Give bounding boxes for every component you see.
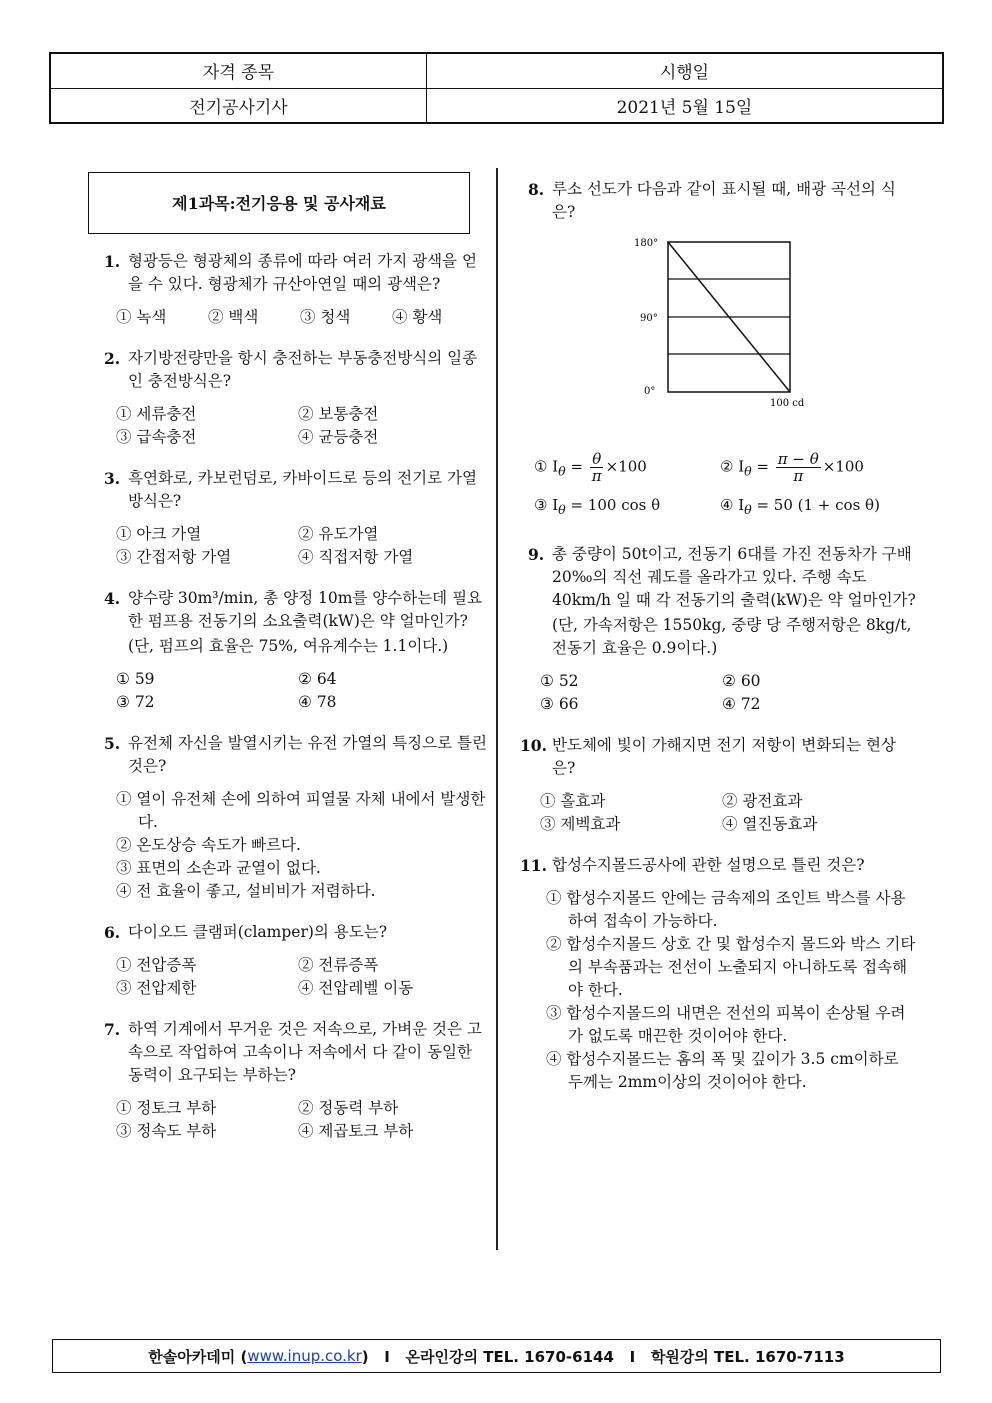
question-stem: 유전체 자신을 발열시키는 유전 가열의 특징으로 틀린 것은? xyxy=(128,734,487,775)
option[interactable]: ③ 표면의 소손과 균열이 없다. xyxy=(116,859,321,877)
footer xyxy=(52,1339,941,1373)
question-stem: 반도체에 빛이 가해지면 전기 저항이 변화되는 현상은? xyxy=(552,736,896,777)
option[interactable]: ④ 78 xyxy=(298,693,337,711)
option[interactable]: ② 정동력 부하 xyxy=(298,1099,399,1117)
footer-website-link[interactable]: www.inup.co.kr xyxy=(247,1347,362,1365)
x-label-right: 100 cd xyxy=(770,398,805,409)
question-3 xyxy=(104,467,488,569)
question-number: 2. xyxy=(104,349,121,368)
option[interactable]: ③ 간접저항 가열 xyxy=(116,548,232,566)
right-column xyxy=(520,168,918,1112)
option[interactable]: ④ 합성수지몰드는 홈의 폭 및 깊이가 3.5 cm이하로 두께는 2mm이상의 것이어야 한다. xyxy=(546,1050,899,1091)
y-label-mid: 90° xyxy=(640,313,658,324)
option[interactable]: ④ 전 효율이 좋고, 설비비가 저렴하다. xyxy=(116,882,376,900)
question-9 xyxy=(528,543,918,716)
question-8 xyxy=(528,178,918,521)
question-stem: 루소 선도가 다음과 같이 표시될 때, 배광 곡선의 식은? xyxy=(552,180,896,221)
option[interactable]: ② 합성수지몰드 상호 간 및 합성수지 몰드와 박스 기타의 부속품과는 전선이 노출되지 아니하도록 접속해야 한다. xyxy=(546,935,916,999)
question-5 xyxy=(104,732,488,903)
option[interactable]: ① 전압증폭 xyxy=(116,956,197,974)
question-6 xyxy=(104,921,488,1000)
option[interactable]: ④ 전압레벨 이동 xyxy=(298,979,414,997)
question-number: 8. xyxy=(528,180,545,199)
question-stem: 형광등은 형광체의 종류에 따라 여러 가지 광색을 얻을 수 있다. 형광체가 규산아연일 때의 광색은? xyxy=(128,252,477,293)
question-7 xyxy=(104,1018,488,1143)
question-number: 5. xyxy=(104,734,121,753)
options xyxy=(104,306,488,329)
option[interactable]: ① 세류충전 xyxy=(116,405,197,423)
footer-contact: ) I 온라인강의 TEL. 1670-6144 I 학원강의 TEL. 1670-7113 xyxy=(361,1347,845,1366)
question-stem: 흑연화로, 카보런덤로, 카바이드로 등의 전기로 가열방식은? xyxy=(128,469,477,510)
option[interactable]: ④ 직접저항 가열 xyxy=(298,548,414,566)
question-1 xyxy=(104,250,488,329)
question-number: 4. xyxy=(104,589,121,608)
question-stem: 총 중량이 50t이고, 전동기 6대를 가진 전동차가 구배 20‰의 직선 궤도를 올라가고 있다. 주행 속도 40km/h 일 때 각 전동기의 출력(kW)은 약 얼마인가? xyxy=(552,545,916,609)
option[interactable]: ② 전류증폭 xyxy=(298,956,379,974)
option[interactable]: ③ 청색 xyxy=(300,308,351,326)
option[interactable]: ④ 72 xyxy=(722,695,761,713)
option[interactable]: ① 59 xyxy=(116,670,155,688)
left-column xyxy=(88,168,488,1161)
question-number: 6. xyxy=(104,923,121,942)
option[interactable]: ③ 72 xyxy=(116,693,155,711)
option[interactable]: ① 합성수지몰드 안에는 금속제의 조인트 박스를 사용하여 접속이 가능하다. xyxy=(546,889,906,930)
rousseau-diagram xyxy=(628,232,828,432)
option[interactable]: ② 60 xyxy=(722,672,761,690)
question-stem: 합성수지몰드공사에 관한 설명으로 틀린 것은? xyxy=(552,856,865,874)
question-number: 3. xyxy=(104,469,121,488)
option[interactable]: ④ 제곱토크 부하 xyxy=(298,1122,414,1140)
question-stem: 다이오드 클램퍼(clamper)의 용도는? xyxy=(128,923,388,941)
option[interactable]: ④ $I_\theta = 50$ (1 + cos θ) xyxy=(720,496,880,517)
question-4 xyxy=(104,587,488,714)
option[interactable]: ③ $I_\theta = 100$ cos θ xyxy=(534,496,661,517)
option[interactable]: ① 녹색 xyxy=(116,308,167,326)
question-11 xyxy=(520,854,918,1094)
option[interactable]: ③ 제벡효과 xyxy=(540,815,621,833)
option[interactable]: ② 광전효과 xyxy=(722,792,803,810)
question-note: (단, 펌프의 효율은 75%, 여유계수는 1.1이다.) xyxy=(128,637,449,655)
option[interactable]: ② 온도상승 속도가 빠르다. xyxy=(116,836,301,854)
header-label-exam-date: 시행일 xyxy=(426,53,943,88)
question-10 xyxy=(520,734,918,836)
option[interactable]: ② 64 xyxy=(298,670,337,688)
options xyxy=(528,451,918,521)
options xyxy=(528,670,918,716)
question-stem: 자기방전량만을 항시 충전하는 부동충전방식의 일종인 충전방식은? xyxy=(128,349,478,390)
options xyxy=(528,790,918,836)
options xyxy=(104,1097,488,1143)
option[interactable]: ③ 66 xyxy=(540,695,579,713)
option[interactable]: ① $I_\theta$ = $\frac{\theta}{\pi}$ ×100 xyxy=(534,450,647,485)
question-number: 10. xyxy=(520,736,547,755)
option[interactable]: ① 홀효과 xyxy=(540,792,606,810)
option[interactable]: ④ 황색 xyxy=(392,308,443,326)
options xyxy=(104,668,488,714)
option[interactable]: ① 정토크 부하 xyxy=(116,1099,217,1117)
options xyxy=(104,403,488,449)
question-stem: 양수량 30m³/min, 총 양정 10m를 양수하는데 필요한 펌프용 전동기의 소요출력(kW)은 약 얼마인가? xyxy=(128,589,483,630)
option[interactable]: ② 백색 xyxy=(208,308,259,326)
option[interactable]: ① 열이 유전체 손에 의하여 피열물 자체 내에서 발생한다. xyxy=(116,790,486,831)
header-table xyxy=(49,52,944,124)
question-number: 1. xyxy=(104,252,121,271)
y-label-top: 180° xyxy=(634,238,659,249)
option[interactable]: ③ 정속도 부하 xyxy=(116,1122,217,1140)
footer-brand: 한솔아카데미 ( xyxy=(148,1347,248,1366)
subject-title: 제1과목:전기응용 및 공사재료 xyxy=(88,172,470,234)
question-number: 9. xyxy=(528,545,545,564)
option[interactable]: ② 유도가열 xyxy=(298,525,379,543)
option[interactable]: ② $I_\theta$ = $\frac{\pi - \theta}{\pi}$ ×100 xyxy=(720,450,864,485)
question-stem: 하역 기계에서 무거운 것은 저속으로, 가벼운 것은 고속으로 작업하여 고속이나 저속에서 다 같이 동일한 동력이 요구되는 부하는? xyxy=(128,1020,482,1084)
option[interactable]: ① 52 xyxy=(540,672,579,690)
option[interactable]: ④ 균등충전 xyxy=(298,428,379,446)
options xyxy=(104,954,488,1000)
option[interactable]: ④ 열진동효과 xyxy=(722,815,818,833)
options xyxy=(104,788,488,903)
option[interactable]: ③ 합성수지몰드의 내면은 전선의 피복이 손상될 우려가 없도록 매끈한 것이어야 한다. xyxy=(546,1004,906,1045)
header-value-qualification: 전기공사기사 xyxy=(50,88,426,123)
y-label-bottom: 0° xyxy=(644,386,656,397)
question-number: 11. xyxy=(520,856,547,875)
column-divider xyxy=(496,168,498,1250)
header-label-qualification: 자격 종목 xyxy=(50,53,426,88)
option[interactable]: ③ 전압제한 xyxy=(116,979,197,997)
options xyxy=(104,523,488,569)
option[interactable]: ③ 급속충전 xyxy=(116,428,197,446)
options xyxy=(528,887,918,1094)
option[interactable]: ① 아크 가열 xyxy=(116,525,202,543)
question-2 xyxy=(104,347,488,449)
question-number: 7. xyxy=(104,1020,121,1039)
header-value-exam-date: 2021년 5월 15일 xyxy=(426,88,943,123)
option[interactable]: ② 보통충전 xyxy=(298,405,379,423)
question-note: (단, 가속저항은 1550kg, 중량 당 주행저항은 8kg/t, 전동기 효율은 0.9이다.) xyxy=(552,616,912,657)
